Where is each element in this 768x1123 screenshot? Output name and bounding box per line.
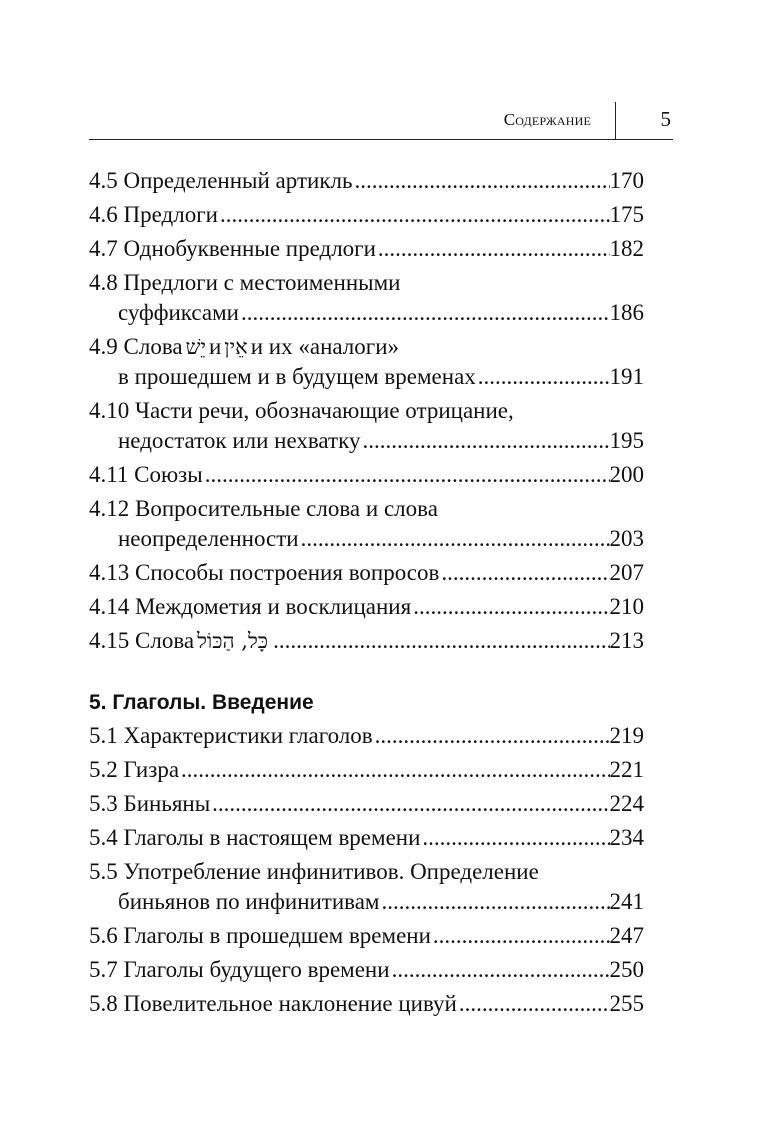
toc-entry-title-prefix: 4.9 Слова xyxy=(89,334,183,359)
toc-page-number: 247 xyxy=(609,923,644,948)
page-number: 5 xyxy=(660,107,671,131)
toc-entry-title: 5.3 Биньяны xyxy=(89,791,211,816)
toc-page-number: 175 xyxy=(609,202,644,227)
toc-page-number: 221 xyxy=(609,757,644,782)
toc-entry-title-line-2: суффиксами xyxy=(118,300,239,325)
dot-leader xyxy=(411,592,609,622)
toc-page-number: 191 xyxy=(609,364,644,389)
dot-leader xyxy=(179,755,609,785)
toc-entry-4-8[interactable] xyxy=(89,268,644,328)
toc-entry-5-3[interactable] xyxy=(89,789,644,819)
dot-leader xyxy=(271,626,609,656)
dot-leader xyxy=(352,166,609,196)
dot-leader xyxy=(420,823,609,853)
hebrew-word-yesh: יֵשׁ xyxy=(185,335,206,359)
dot-leader xyxy=(390,955,610,985)
toc-page-number: 207 xyxy=(609,560,644,585)
dot-leader xyxy=(431,921,610,951)
toc-entry-title-line-2: биньянов по инфинитивам xyxy=(118,889,380,914)
table-of-contents xyxy=(89,166,644,1023)
toc-entry-4-12[interactable] xyxy=(89,494,644,554)
toc-entry-4-14[interactable] xyxy=(89,592,644,622)
running-title: Содержание xyxy=(503,110,591,129)
toc-entry-title-prefix: 4.15 Слова xyxy=(89,628,195,653)
dot-leader xyxy=(439,558,609,588)
toc-entry-title: 4.14 Междометия и восклицания xyxy=(89,594,412,619)
dot-leader xyxy=(457,989,610,1019)
toc-entry-4-11[interactable] xyxy=(89,460,644,490)
toc-page-number: 241 xyxy=(609,889,644,914)
toc-page-number: 210 xyxy=(609,594,644,619)
conjunction: и xyxy=(208,334,222,359)
toc-page-number: 170 xyxy=(609,168,644,193)
toc-entry-4-13[interactable] xyxy=(89,558,644,588)
toc-entry-4-10[interactable] xyxy=(89,396,644,456)
toc-entry-4-5[interactable] xyxy=(89,166,644,196)
dot-leader xyxy=(239,298,610,328)
toc-entry-5-5[interactable] xyxy=(89,857,644,917)
toc-entry-title: 5.7 Глаголы будущего времени xyxy=(89,957,390,982)
toc-entry-5-6[interactable] xyxy=(89,921,644,951)
dot-leader xyxy=(210,789,609,819)
toc-page-number: 255 xyxy=(609,991,644,1016)
dot-leader xyxy=(476,362,610,392)
toc-entry-title: 5.4 Глаголы в настоящем времени xyxy=(89,825,421,850)
toc-entry-title-line-2: неопределенности xyxy=(118,526,299,551)
dot-leader xyxy=(218,200,610,230)
dot-leader xyxy=(376,234,610,264)
toc-entry-title: 5.1 Характеристики глаголов xyxy=(89,723,373,748)
toc-entry-5-4[interactable] xyxy=(89,823,644,853)
dot-leader xyxy=(360,426,609,456)
toc-entry-title: 5.2 Гизра xyxy=(89,757,180,782)
toc-page-number: 203 xyxy=(609,526,644,551)
dot-leader xyxy=(203,460,610,490)
dot-leader xyxy=(299,524,610,554)
hebrew-word-ein: אֵין xyxy=(224,335,248,359)
toc-page-number: 234 xyxy=(609,825,644,850)
dot-leader xyxy=(373,721,610,751)
toc-entry-4-6[interactable] xyxy=(89,200,644,230)
toc-entry-title-suffix: и их «аналоги» xyxy=(250,334,400,359)
toc-entry-title: 5.8 Повелительное наклонение цивуй xyxy=(89,991,457,1016)
toc-entry-4-15[interactable] xyxy=(89,626,644,656)
section-heading-5[interactable]: 5. Глаголы. Введение xyxy=(89,691,314,714)
toc-entry-4-7[interactable] xyxy=(89,234,644,264)
toc-entry-title: 4.5 Определенный артикль xyxy=(89,168,353,193)
toc-entry-5-8[interactable] xyxy=(89,989,644,1019)
toc-entry-5-2[interactable] xyxy=(89,755,644,785)
toc-entry-5-1[interactable] xyxy=(89,721,644,751)
toc-entry-title: 4.6 Предлоги xyxy=(89,202,218,227)
toc-entry-title-line-2: недостаток или нехватку xyxy=(118,428,361,453)
header-vertical-rule xyxy=(615,102,616,139)
toc-entry-4-9[interactable] xyxy=(89,332,644,392)
toc-entry-title: 4.11 Союзы xyxy=(89,462,203,487)
toc-page-number: 195 xyxy=(609,428,644,453)
toc-entry-title: 4.7 Однобуквенные предлоги xyxy=(89,236,376,261)
toc-page-number: 200 xyxy=(609,462,644,487)
toc-entry-title-line-1: 4.12 Вопросительные слова и слова xyxy=(89,496,438,521)
dot-leader xyxy=(380,887,610,917)
toc-page-number: 186 xyxy=(609,300,644,325)
toc-entry-title: 4.13 Способы построения вопросов xyxy=(89,560,440,585)
toc-entry-title-line-1: 4.10 Части речи, обозначающие отрицание, xyxy=(89,398,514,423)
running-header xyxy=(89,102,673,140)
toc-entry-5-7[interactable] xyxy=(89,955,644,985)
toc-entry-title-line-1: 4.8 Предлоги с местоименными xyxy=(89,270,401,295)
toc-page-number: 224 xyxy=(609,791,644,816)
toc-page-number: 250 xyxy=(609,957,644,982)
toc-page-number: 182 xyxy=(609,236,644,261)
toc-entry-title: 5.6 Глаголы в прошедшем времени xyxy=(89,923,431,948)
toc-page-number: 213 xyxy=(609,628,644,653)
toc-entry-title-line-1: 5.5 Употребление инфинитивов. Определение xyxy=(89,859,539,884)
toc-entry-title-line-2: в прошедшем и в будущем временах xyxy=(118,364,476,389)
toc-page-number: 219 xyxy=(609,723,644,748)
hebrew-words-kol-hakol: כָּל, הַכּוֹל xyxy=(197,629,269,653)
